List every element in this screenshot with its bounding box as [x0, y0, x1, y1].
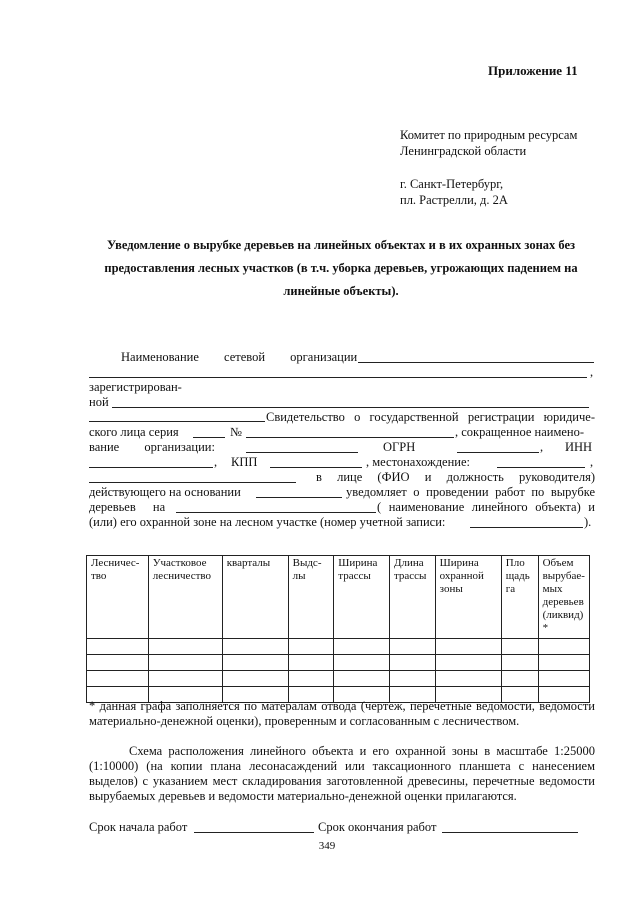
col-header-forestry: Лесничес- тво — [87, 556, 149, 639]
table-cell[interactable] — [148, 639, 222, 655]
table-cell[interactable] — [389, 655, 435, 671]
field-number[interactable] — [246, 437, 454, 438]
comma-1: , — [590, 365, 594, 379]
col-header-route-width: Ширина трассы — [334, 556, 390, 639]
label-number: № — [230, 425, 242, 439]
table-cell[interactable] — [222, 655, 288, 671]
col-header-volume: Объем вырубае- мых деревьев (ликвид) * — [538, 556, 589, 639]
col-header-area: Пло щадь га — [501, 556, 538, 639]
table-cell[interactable] — [501, 655, 538, 671]
comma-2: , — [540, 440, 544, 454]
table-cell[interactable] — [288, 639, 334, 655]
label-name-org: вание организации: — [89, 440, 215, 454]
field-registered[interactable] — [112, 407, 589, 408]
label-certificate: Свидетельство о государственной регистрации юридиче- — [266, 410, 595, 424]
field-location-cont[interactable] — [89, 482, 296, 483]
label-notifies: уведомляет о проведении работ по вырубке — [346, 485, 595, 499]
field-kpp[interactable] — [270, 467, 362, 468]
comma-3: , — [214, 455, 218, 469]
table-cell[interactable] — [389, 671, 435, 687]
forest-data-table — [86, 555, 590, 703]
field-network-org[interactable] — [358, 362, 594, 363]
field-basis[interactable] — [256, 497, 342, 498]
label-location: , местонахождение: — [366, 455, 471, 469]
label-short-name: , сокращенное наимено- — [455, 425, 585, 439]
title-line2: предоставления лесных участков (в т.ч. уборка деревьев, угрожающих падением на — [104, 261, 578, 275]
scheme-paragraph: Схема расположения линейного объекта и его охранной зоны в масштабе 1:25000 (1:10000) (на копии плана лесонасаждений или таксационного планшета с нанесением выделов) с указанием мест складирования заготовленной древесины, перечетные ведомости вырубаемых деревьев и ведомости материально-денежной оценки прилагаются. — [89, 744, 595, 803]
field-short-name[interactable] — [246, 452, 358, 453]
table-header-row — [87, 556, 590, 639]
table-cell[interactable] — [538, 655, 589, 671]
table-cell[interactable] — [435, 639, 501, 655]
table-cell[interactable] — [148, 655, 222, 671]
addressee-address — [400, 176, 508, 208]
field-linear-object[interactable] — [176, 512, 376, 513]
field-registration-pre[interactable] — [89, 421, 265, 422]
table-cell[interactable] — [148, 671, 222, 687]
table-cell[interactable] — [87, 639, 149, 655]
label-kpp: КПП — [231, 455, 258, 469]
label-person: в лице (ФИО и должность руководителя) — [316, 470, 595, 484]
field-series[interactable] — [193, 437, 225, 438]
label-registered: зарегистрирован- — [89, 380, 182, 394]
label-end-date: Срок окончания работ — [318, 820, 437, 834]
label-registered2: ной — [89, 395, 109, 409]
field-record-number[interactable] — [470, 527, 583, 528]
field-start-date[interactable] — [194, 832, 314, 833]
comma-4: , — [590, 455, 594, 469]
table-cell[interactable] — [87, 655, 149, 671]
table-cell[interactable] — [435, 671, 501, 687]
table-row — [87, 655, 590, 671]
table-cell[interactable] — [435, 655, 501, 671]
addressee-street: пл. Растрелли, д. 2А — [400, 193, 508, 207]
table-cell[interactable] — [334, 639, 390, 655]
table-cell[interactable] — [222, 671, 288, 687]
label-series: ского лица серия — [89, 425, 179, 439]
table-cell[interactable] — [222, 639, 288, 655]
label-inn: ИНН — [565, 440, 593, 454]
addressee-line2: Ленинградской области — [400, 144, 527, 158]
document-title — [90, 234, 592, 303]
table-cell[interactable] — [501, 639, 538, 655]
table-cell[interactable] — [538, 671, 589, 687]
addressee-city: г. Санкт-Петербург, — [400, 177, 504, 191]
field-network-org-cont[interactable] — [89, 377, 587, 378]
table-cell[interactable] — [288, 655, 334, 671]
table-cell[interactable] — [334, 655, 390, 671]
label-trees-on: деревьев на — [89, 500, 166, 514]
title-line3: линейные объекты). — [283, 284, 399, 298]
col-header-district: Участковое лесничество — [148, 556, 222, 639]
page-number: 349 — [318, 840, 336, 852]
label-network-org: Наименование сетевой организации — [121, 350, 358, 364]
table-row — [87, 639, 590, 655]
addressee-line1: Комитет по природным ресурсам — [400, 128, 578, 142]
addressee-committee — [400, 127, 577, 159]
label-start-date: Срок начала работ — [89, 820, 188, 834]
title-line1: Уведомление о вырубке деревьев на линейных объектах и в их охранных зонах без — [106, 238, 576, 252]
table-row — [87, 671, 590, 687]
col-header-quarters: кварталы — [222, 556, 288, 639]
label-linear-object: ( наименование линейного объекта) и — [377, 500, 595, 514]
table-cell[interactable] — [538, 639, 589, 655]
label-close: ). — [584, 515, 592, 529]
table-cell[interactable] — [389, 639, 435, 655]
col-header-route-length: Длина трассы — [389, 556, 435, 639]
label-acting: действующего на основании — [89, 485, 241, 499]
field-location[interactable] — [497, 467, 585, 468]
footnote: * данная графа заполняется по матерaлам отвода (чертеж, перечетные ведомости, ведомости материально-денежной оценки), проверенным и согласованным с лесничеством. — [89, 699, 595, 728]
appendix-label: Приложение 11 — [488, 63, 578, 78]
label-zone: (или) его охранной зоне на лесном участке (номер учетной записи: — [89, 515, 446, 529]
table-cell[interactable] — [87, 671, 149, 687]
col-header-plots: Выдс- лы — [288, 556, 334, 639]
field-end-date[interactable] — [442, 832, 578, 833]
table-cell[interactable] — [501, 671, 538, 687]
field-inn[interactable] — [89, 467, 213, 468]
table-cell[interactable] — [288, 671, 334, 687]
table-cell[interactable] — [334, 671, 390, 687]
label-ogrn: ОГРН — [383, 440, 416, 454]
field-ogrn[interactable] — [457, 452, 539, 453]
col-header-zone-width: Ширина охранной зоны — [435, 556, 501, 639]
